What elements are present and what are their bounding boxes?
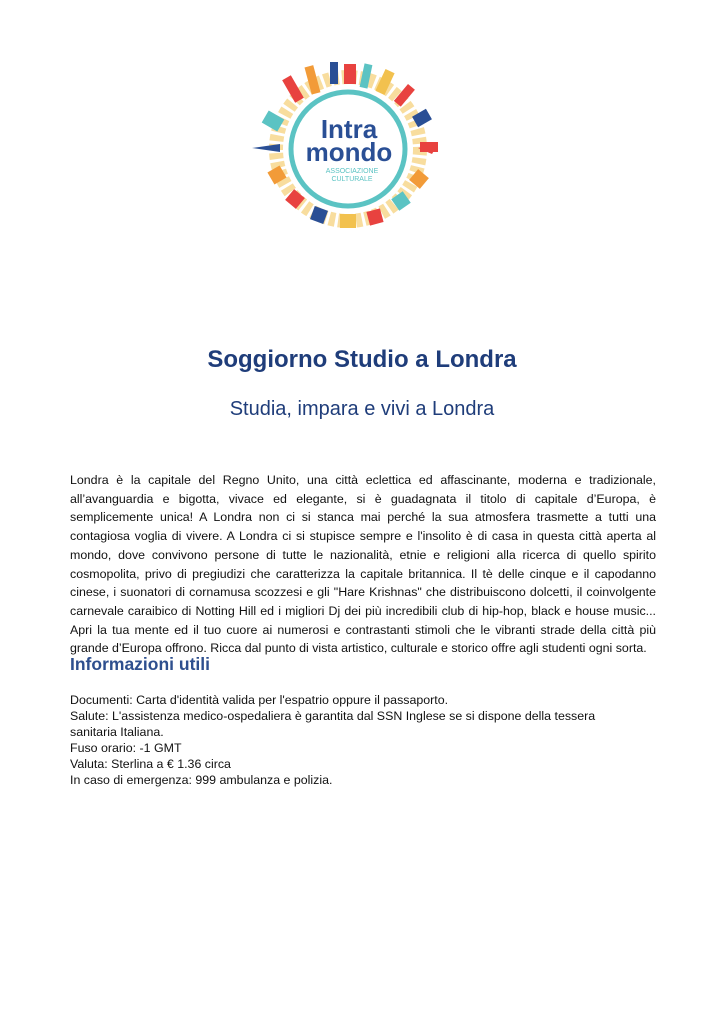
info-emergenza: In caso di emergenza: 999 ambulanza e polizia. — [70, 773, 333, 788]
logo-subtitle-culturale: CULTURALE — [331, 176, 373, 183]
intro-paragraph: Londra è la capitale del Regno Unito, una città eclettica ed affascinante, moderna e tradizionale, all’avanguardia e bigotta, vivace ed elegante, si è guadagnata il titolo di capitale d’Europa, è semplicemente unica! A Londra non ci si stanca mai perché la sua atmosfera trasmette a tutti una contagiosa voglia di vivere. A Londra ci si stupisce sempre e l'insolito è di casa in questa città aperta al mondo, dove convivono persone di tutte le nazionalità, etnie e religioni alla ricerca di quello spirito cosmopolita, privo di pregiudizi che caratterizza la capitale britannica. Il tè delle cinque e il capodanno cinese, i suonatori di cornamusa scozzesi e gli "Hare Krishnas" che distribuiscono dolcetti, il coinvolgente carnevale caraibico di Notting Hill ed i migliori Dj dei più incredibili club di hip-hop, black e house music... Apri la tua mente ed il tuo cuore ai numerosi e contrastanti stimoli che le vibranti strade della città più grande d’Europa offrono. Ricca dal punto di vista artistico, culturale e storico offre agli studenti ogni sorta. — [70, 473, 656, 656]
info-salute-cont: sanitaria Italiana. — [70, 725, 164, 740]
logo-word-mondo: mondo — [305, 137, 393, 167]
info-fuso-orario: Fuso orario: -1 GMT — [70, 741, 182, 756]
info-valuta: Valuta: Sterlina a € 1.36 circa — [70, 757, 231, 772]
page-subtitle: Studia, impara e vivi a Londra — [229, 398, 495, 420]
info-list — [70, 692, 630, 789]
section-heading-info: Informazioni utili — [70, 654, 210, 674]
logo-word-intra: Intra — [320, 114, 378, 144]
logo-subtitle-associazione: ASSOCIAZIONE — [325, 168, 379, 175]
info-documenti: Documenti: Carta d'identità valida per l'espatrio oppure il passaporto. — [70, 693, 449, 707]
page-title: Soggiorno Studio a Londra — [207, 346, 517, 373]
info-salute: Salute: L'assistenza medico-ospedaliera è garantita dal SSN Inglese se si dispone della tessera — [70, 709, 596, 724]
intramondo-logo — [250, 62, 446, 232]
